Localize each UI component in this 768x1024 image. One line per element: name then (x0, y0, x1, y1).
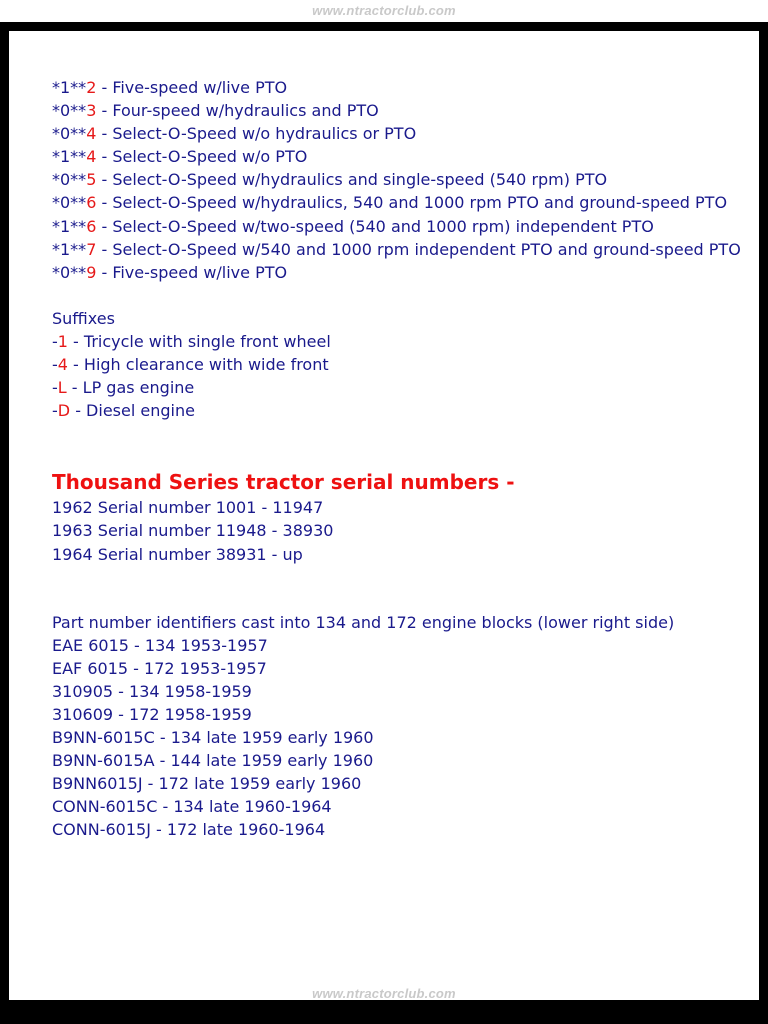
list-item: EAE 6015 - 134 1953-1957 (52, 635, 268, 655)
list-item: *1**4 - Select-O-Speed w/o PTO (52, 147, 308, 167)
list-item: -4 - High clearance with wide front (52, 355, 329, 375)
watermark-top: www.ntractorclub.com (312, 3, 456, 18)
list-item: 1964 Serial number 38931 - up (52, 544, 303, 564)
part-numbers-section (52, 611, 742, 842)
code-highlight: 6 (86, 216, 97, 236)
transmission-code-list (52, 76, 742, 284)
list-item: CONN-6015C - 134 late 1960-1964 (52, 797, 332, 817)
list-item: -1 - Tricycle with single front wheel (52, 331, 331, 351)
spacer (52, 284, 742, 307)
list-item: *1**2 - Five-speed w/live PTO (52, 78, 288, 97)
code-highlight: 6 (86, 193, 97, 213)
list-item: *0**3 - Four-speed w/hydraulics and PTO (52, 101, 379, 121)
code-highlight: 3 (86, 101, 97, 121)
list-item: 1963 Serial number 11948 - 38930 (52, 521, 334, 541)
code-highlight: D (57, 401, 71, 421)
list-item: CONN-6015J - 172 late 1960-1964 (52, 820, 326, 840)
list-item: *0**5 - Select-O-Speed w/hydraulics and single-speed (540 rpm) PTO (52, 170, 608, 190)
list-item: *0**9 - Five-speed w/live PTO (52, 262, 288, 282)
list-item: *0**6 - Select-O-Speed w/hydraulics, 540 and 1000 rpm PTO and ground-speed PTO (52, 193, 728, 213)
code-highlight: 7 (86, 239, 97, 259)
code-highlight: 5 (86, 170, 97, 190)
page-bottom-bar (0, 1012, 768, 1024)
list-item: 310609 - 172 1958-1959 (52, 704, 252, 724)
code-highlight: 9 (86, 262, 97, 282)
section-title: Suffixes (52, 308, 115, 328)
list-item: EAF 6015 - 172 1953-1957 (52, 658, 267, 678)
thousand-series-section (52, 469, 742, 565)
code-highlight: 4 (86, 124, 97, 144)
section-heading: Thousand Series tractor serial numbers - (52, 470, 515, 495)
spacer (52, 422, 742, 465)
code-highlight: 4 (57, 355, 68, 375)
watermark-bottom: www.ntractorclub.com (312, 986, 456, 1001)
document-content (52, 76, 742, 842)
list-item: *1**7 - Select-O-Speed w/540 and 1000 rpm independent PTO and ground-speed PTO (52, 239, 741, 259)
list-item: B9NN-6015A - 144 late 1959 early 1960 (52, 751, 374, 771)
list-item: -L - LP gas engine (52, 378, 195, 398)
code-highlight: 4 (86, 147, 97, 167)
list-item: 310905 - 134 1958-1959 (52, 681, 252, 701)
list-item: *1**6 - Select-O-Speed w/two-speed (540 and 1000 rpm) independent PTO (52, 216, 654, 236)
code-highlight: 1 (57, 331, 68, 351)
list-item: 1962 Serial number 1001 - 11947 (52, 498, 324, 518)
list-item: B9NN-6015C - 134 late 1959 early 1960 (52, 728, 374, 748)
code-highlight: L (57, 378, 67, 398)
document-page (9, 31, 759, 1000)
section-intro: Part number identifiers cast into 134 and 172 engine blocks (lower right side) (52, 612, 675, 632)
suffixes-section (52, 307, 742, 422)
page-frame (0, 22, 768, 1024)
list-item: -D - Diesel engine (52, 401, 195, 421)
code-highlight: 2 (86, 78, 97, 97)
list-item: B9NN6015J - 172 late 1959 early 1960 (52, 774, 362, 794)
spacer (52, 566, 742, 611)
list-item: *0**4 - Select-O-Speed w/o hydraulics or PTO (52, 124, 417, 144)
